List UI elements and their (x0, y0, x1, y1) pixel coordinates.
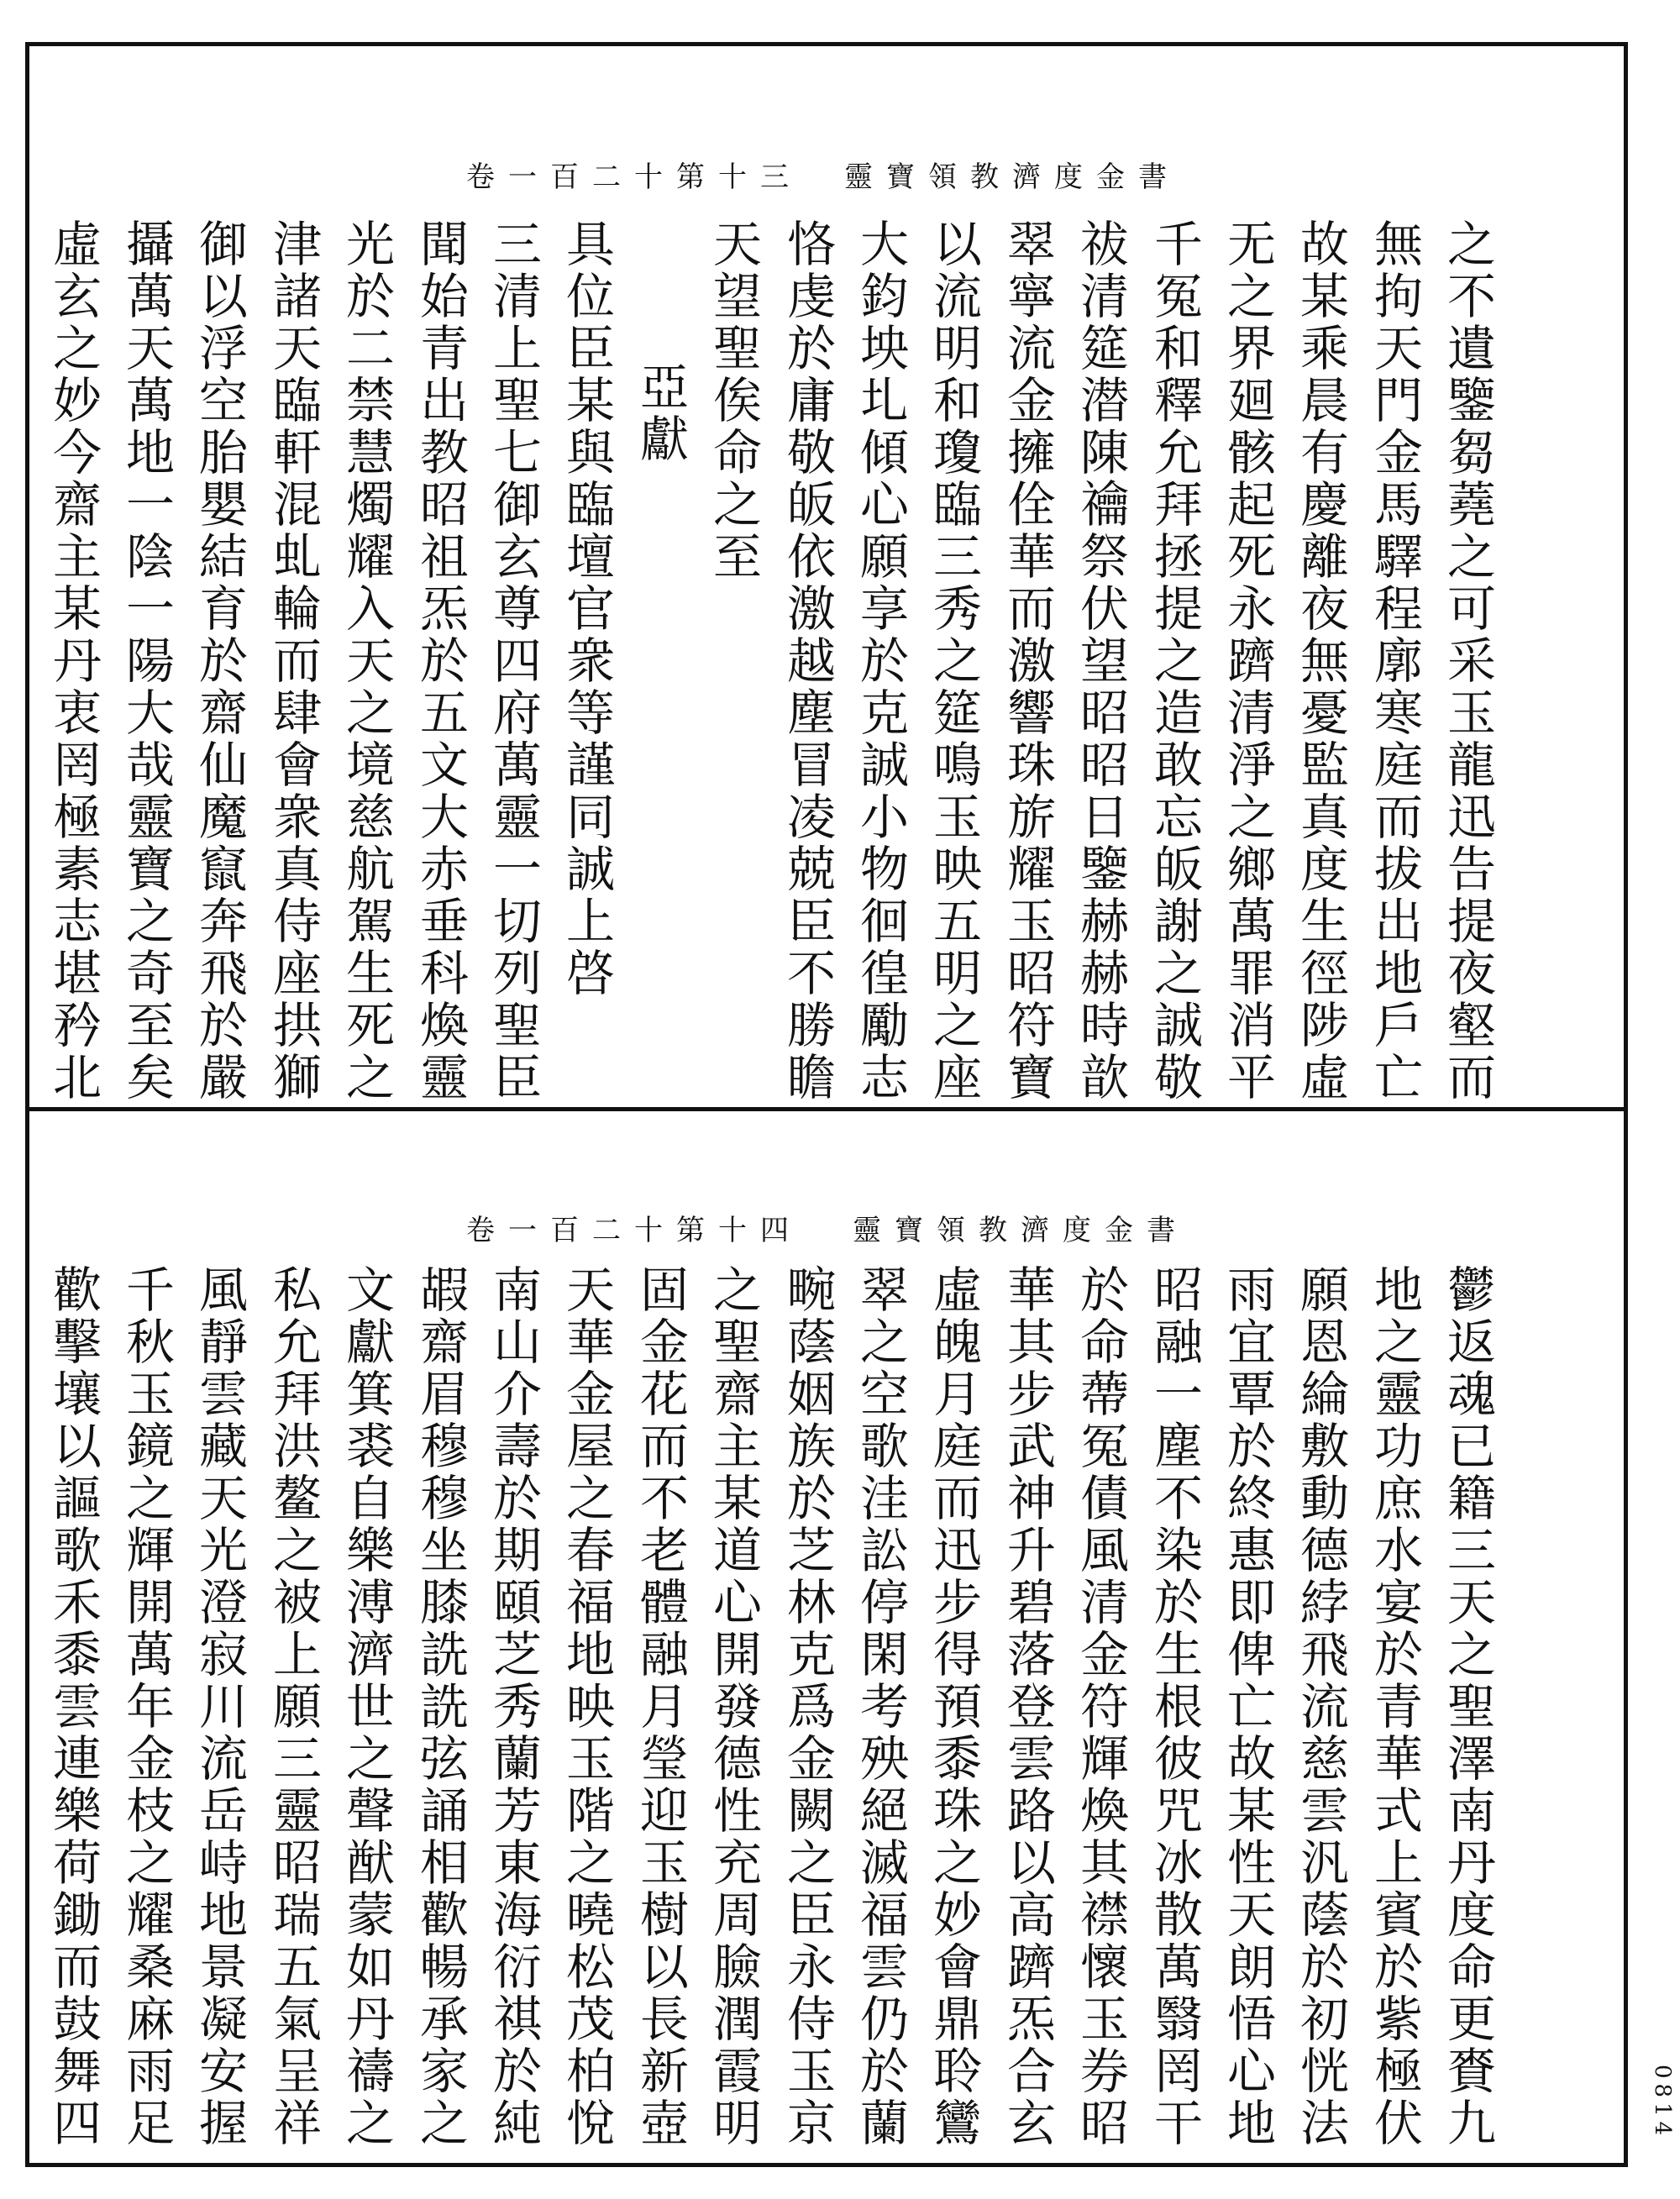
panel2-text-column: 固金花而不老體融月瑩迎玉樹以長新壺 (632, 1264, 689, 2149)
panel2-text-column: 願恩綸敷動德綍飛流慈雲汎蔭於初恍法 (1292, 1264, 1349, 2149)
panel1-text-column: 聞始青出教昭祖炁於五文大赤垂科煥靈 (412, 218, 469, 1104)
panel1-text-column: 千冤和釋允拜拯提之造敢忘皈謝之誠敬 (1146, 218, 1203, 1104)
panel1-text-column: 以流明和瓊臨三秀之筵鳴玉映五明之座 (925, 218, 982, 1104)
panel2-text-column: 雨宜覃於終惠即俾亡故某性天朗悟心地 (1219, 1264, 1276, 2149)
panel-divider-line (25, 1107, 1628, 1111)
panel1-section-heading: 亞獻 (632, 361, 689, 465)
panel1-text-column: 无之界廻骸起死永躋清淨之鄉萬罪消平 (1219, 218, 1276, 1104)
panel2-text-column: 於命蔕冤債風清金符輝煥其襟懷玉券昭 (1072, 1264, 1129, 2149)
panel1-text-column: 大鈞坱圠傾心願享於克誠小物徊徨勵志 (852, 218, 909, 1104)
panel1-text-column: 恪虔於庸敬皈依激越塵冒凌兢臣不勝瞻 (779, 218, 836, 1104)
panel2-text-column: 翠之空歌洼訟停閑考殃絕滅福雲仍於蘭 (852, 1264, 909, 2149)
panel1-text-column: 無拘天門金馬驛程廓寒庭而拔出地戶亡 (1366, 218, 1423, 1104)
panel2-text-column: 之聖齋主某道心開發德性充周臉潤霞明 (705, 1264, 762, 2149)
panel1-text-column: 光於二禁慧燭耀入天之境慈航駕生死之 (338, 218, 395, 1104)
panel2-text-column: 南山介壽於期頤芝秀蘭芳東海衍祺於純 (485, 1264, 542, 2149)
panel2-text-column: 鬱返魂已籍三天之聖澤南丹度命更賚九 (1439, 1264, 1496, 2149)
panel1-text-column: 三清上聖七御玄尊四府萬靈一切列聖臣 (485, 218, 542, 1104)
panel2-text-column: 虛魄月庭而迅步得預黍珠之妙會鼎聆鸞 (925, 1264, 982, 2149)
panel1-text-column: 祓清筵潜陳禴祭伏望昭昭日鑒赫赫時歆 (1072, 218, 1129, 1104)
panel2-text-column: 文獻箕裘自樂溥濟世之聲猷蒙如丹禱之 (338, 1264, 395, 2149)
panel2-text-column: 私允拜洪鳌之被上願三靈昭瑞五氣呈祥 (265, 1264, 322, 2149)
panel1-text-column: 之不遺鑒芻蕘之可采玉龍迅告提夜壑而 (1439, 218, 1496, 1104)
panel1-text-column: 翠寧流金擁佺華而激響珠旂耀玉昭符寶 (999, 218, 1056, 1104)
page-number: 0814 (1650, 2065, 1675, 2141)
panel2-text-column: 地之靈功庶水宴於青華式上賓於紫極伏 (1366, 1264, 1423, 2149)
panel2-header-volume: 卷一百二十第十四 (466, 1214, 802, 1247)
panel2-text-column: 畹蔭姻族於芝林克爲金闕之臣永侍玉京 (779, 1264, 836, 2149)
panel1-header-title: 靈寶領教濟度金書 (844, 160, 1180, 194)
panel2-header-title: 靈寶領教濟度金書 (853, 1214, 1189, 1247)
panel2-text-column: 千秋玉鏡之輝開萬年金枝之耀桑麻雨足 (118, 1264, 175, 2149)
panel2-text-column: 天華金屋之春福地映玉階之曉松茂柏悅 (558, 1264, 615, 2149)
panel1-text-column: 攝萬天萬地一陰一陽大哉靈寶之奇至矣 (118, 218, 175, 1104)
panel1-text-column: 具位臣某與臨壇官衆等謹同誠上啓 (558, 218, 615, 1000)
panel2-text-column: 歡擊壤以謳歌禾黍雲連樂荷鋤而鼓舞四 (45, 1264, 102, 2149)
panel1-text-column: 御以浮空胎嬰結育於齋仙魔竄奔飛於嚴 (191, 218, 248, 1104)
panel1-header-volume: 卷一百二十第十三 (466, 160, 802, 194)
panel1-text-column: 天望聖俟命之至 (705, 218, 762, 583)
panel2-text-column: 華其步武神升碧落登雲路以高躋炁合玄 (999, 1264, 1056, 2149)
panel2-text-column: 風靜雲藏天光澄寂川流岳峙地景凝安握 (191, 1264, 248, 2149)
panel1-text-column: 故某乘晨有慶離夜無憂監真度生徑陟虛 (1292, 218, 1349, 1104)
panel1-text-column: 津諸天臨軒混虬輪而肆會衆真侍座拱獅 (265, 218, 322, 1104)
panel1-text-column: 虛玄之妙今齋主某丹衷罔極素志堪矜北 (45, 218, 102, 1104)
panel2-text-column: 嘏齋眉穆穆坐膝詵詵弦誦相歡暢承家之 (412, 1264, 469, 2149)
panel2-text-column: 昭融一塵不染於生根彼咒冰散萬翳罔干 (1146, 1264, 1203, 2149)
